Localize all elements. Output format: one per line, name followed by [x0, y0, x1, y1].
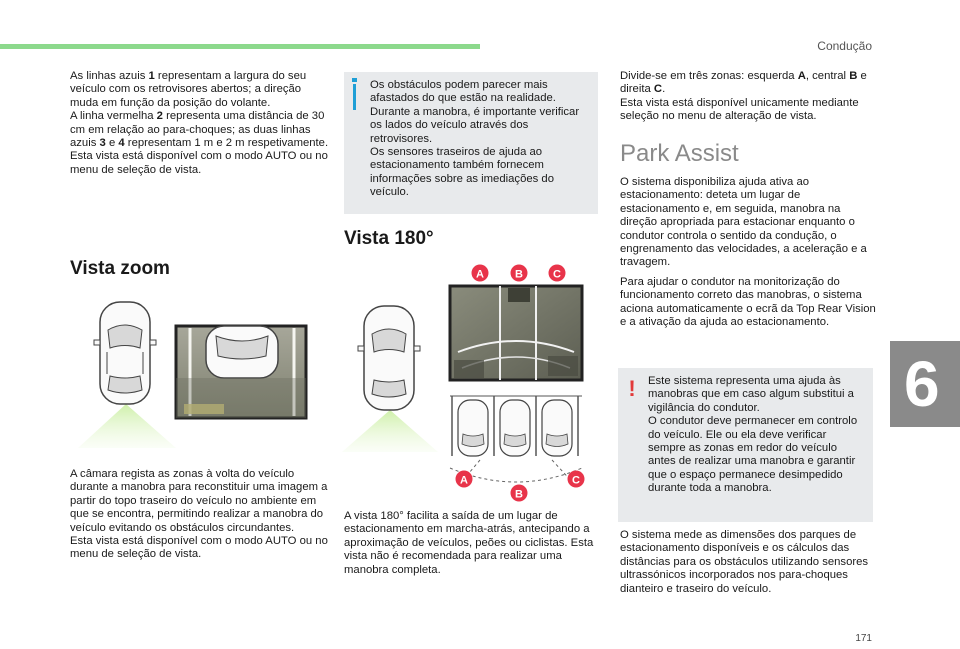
view-180-text: A vista 180° facilita a saída de um lugar de estacionamento em marcha-atrás, antecipando a aproximação de veículos, peões ou ciclistas. Esta vista não é recomendada para realizar uma manobra completa.: [344, 510, 594, 576]
intro-paragraph: As linhas azuis 1 representam a largura do seu veículo com os retrovisores abertos; a direção muda em função da posição do volante.: [70, 70, 307, 109]
warning-icon: !: [628, 376, 636, 401]
car-top-view: [94, 302, 156, 404]
zones-text: Divide-se em três zonas: esquerda A, central B e direita C. Esta vista está disponível unicamente mediante seleção no menu de alteração de vista.: [620, 70, 867, 123]
zone-c-label: C: [553, 268, 561, 281]
chapter-title: Condução: [817, 39, 872, 53]
warning-box: [618, 368, 873, 522]
chapter-tab-number: 6: [904, 348, 940, 420]
camera-beam: [342, 410, 438, 452]
zoom-camera-screen: [176, 326, 306, 418]
zoom-view-illustration: [78, 296, 318, 456]
chapter-tab: [890, 341, 960, 427]
warning-box-text: Este sistema representa uma ajuda às manobras que em caso algum substitui a vigilância do condutor. O condutor deve permanecer em controlo do veículo. Ele ou ela deve verificar sempre as zonas em redor do veículo antes de realizar uma manobra e garantir que o espaço permanece desimpedido durante toda a manobra.: [648, 375, 858, 495]
parking-bays: [450, 396, 582, 486]
view-180-heading: Vista 180°: [344, 228, 434, 249]
zone-a-label: A: [476, 268, 484, 281]
park-assist-text: O sistema disponibiliza ajuda ativa ao estacionamento: deteta um lugar de estacionamento e, em seguida, manobra na direção apropriada para estacionar enquanto o condutor controla o sentido da condução, o engrenamento das velocidades, a aceleração e a travagem. Para ajudar o condutor na monitorização do funcionamento correto das manobras, o sistema aciona automaticamente o ecrã da Top Rear Vision e a ativação da ajuda ao estacionamento.: [620, 176, 876, 329]
info-box: [344, 72, 598, 214]
intro-paragraph: A linha vermelha 2 representa uma distância de 30 cm em relação ao para-choques; as duas linhas azuis 3 e 4 representam 1 m e 2 m respetivamente.: [70, 110, 329, 150]
info-icon: [353, 84, 356, 110]
zone-b-label: B: [515, 488, 523, 501]
park-assist-heading: Park Assist: [620, 140, 739, 167]
intro-paragraph: Esta vista está disponível com o modo AUTO ou no menu de seleção de vista.: [70, 150, 328, 176]
view-180-camera-screen: [450, 286, 582, 380]
zone-a-label: A: [460, 474, 468, 487]
intro-text: [70, 70, 330, 177]
car-top-view: [358, 306, 420, 410]
view-180-illustration: [350, 260, 595, 504]
closing-text: O sistema mede as dimensões dos parques de estacionamento disponíveis e os cálculos das distâncias para os obstáculos utilizando sensores ultrassónicos incorporados nos para-choques dianteiro e traseiro do veículo.: [620, 529, 869, 595]
zoom-view-heading: Vista zoom: [70, 258, 170, 279]
zoom-view-text: A câmara regista as zonas à volta do veículo durante a manobra para reconstituir uma imagem a partir do topo traseiro do veículo no ambiente em que se encontra, permitindo realizar a manobra do veículo evitando os obstáculos circundantes. Esta vista está disponível com o modo AUTO ou no menu de seleção de vista.: [70, 468, 328, 561]
chapter-accent-bar: [0, 44, 480, 49]
info-icon-dot: [352, 78, 357, 82]
zone-c-label: C: [572, 474, 580, 487]
zone-b-label: B: [515, 268, 523, 281]
camera-beam: [78, 404, 176, 448]
info-box-text: Os obstáculos podem parecer mais afastados do que estão na realidade. Durante a manobra, é importante verificar os lados do veículo através dos retrovisores. Os sensores traseiros de ajuda ao estacionamento também fornecem informações sobre as imediações do veículo.: [370, 79, 580, 199]
page-number: 171: [855, 633, 872, 644]
